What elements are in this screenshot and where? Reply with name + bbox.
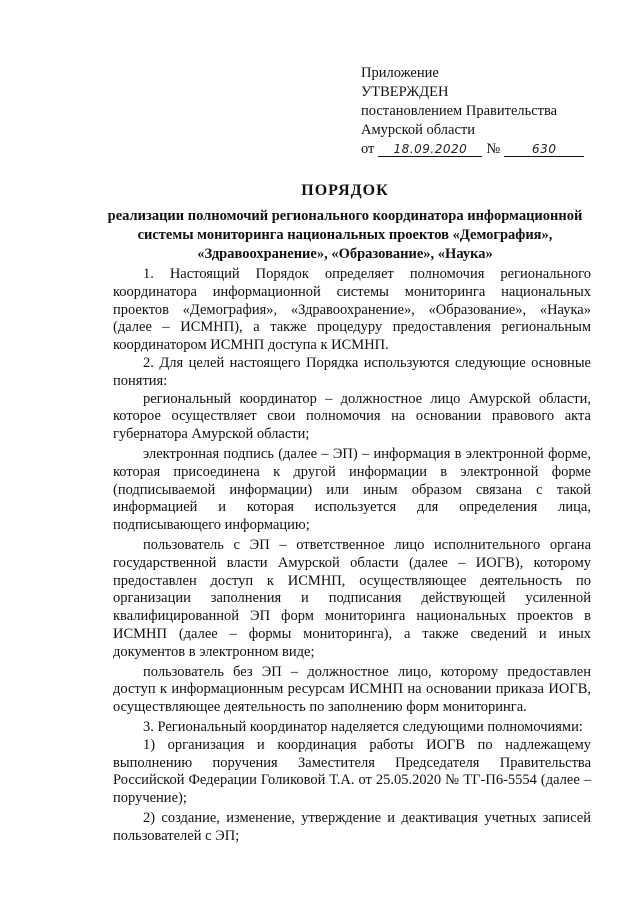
paragraph-6: пользователь без ЭП – должностное лицо, которому предоставлен доступ к информационным ресурсам ИСМНП на основании приказа ИОГВ, осуществляющее деятельность по заполнению форм мониторинга. — [113, 663, 591, 716]
document-body — [113, 266, 591, 846]
handwritten-number: 630 — [504, 142, 584, 157]
paragraph-2: 2. Для целей настоящего Порядка используются следующие основные понятия: — [113, 354, 591, 389]
date-number-line — [361, 140, 584, 159]
region-label: Амурской области — [361, 122, 475, 138]
appendix-label: Приложение — [361, 65, 439, 81]
paragraph-8: 1) организация и координация работы ИОГВ по надлежащему выполнению поручения Заместителя Председателя Правительства Российской Федерации Голиковой Т.А. от 25.05.2020 № ТГ-П6-5554 (далее – поручение); — [113, 736, 591, 807]
paragraph-4: электронная подпись (далее – ЭП) – информация в электронной форме, которая присоединена к другой информации в электронной форме (подписываемой информации) или иным образом связана с такой информацией и которая используется для определения лица, подписывающего информацию; — [113, 445, 591, 534]
number-sign: № — [486, 141, 501, 157]
title-main: ПОРЯДОК — [301, 182, 389, 199]
paragraph-5: пользователь с ЭП – ответственное лицо исполнительного органа государственной власти Амурской области (далее – ИОГВ), которому предоставлен доступ к ИСМНП, осуществляющее деятельность по организации заполнения и подписания действующей усиленной квалифицированной ЭП форм мониторинга национальных проектов в ИСМНП (далее – формы мониторинга), а также сведений и иных документов в электронном виде; — [113, 536, 591, 660]
from-label: от — [361, 141, 375, 157]
paragraph-9: 2) создание, изменение, утверждение и деактивация учетных записей пользователей с ЭП; — [113, 809, 591, 844]
approval-block — [361, 64, 584, 159]
resolution-label: постановлением Правительства — [361, 103, 558, 119]
paragraph-7: 3. Региональный координатор наделяется следующими полномочиями: — [143, 718, 583, 735]
title-subtitle: реализации полномочий регионального координатора информационной системы мониторинга национальных проектов «Демография», «Здравоохранение», «Образование», «Наука» — [107, 208, 583, 262]
approved-label: УТВЕРЖДЕН — [361, 84, 449, 100]
handwritten-date: 18.09.2020 — [378, 142, 482, 157]
paragraph-1: 1. Настоящий Порядок определяет полномочия регионального координатора информационной системы мониторинга национальных проектов «Демография», «Здравоохранение», «Образование», «Наука» (далее – ИСМНП), а также процедуру предоставления региональным координатором ИСМНП доступа к ИСМНП. — [113, 266, 591, 354]
paragraph-3: региональный координатор – должностное лицо Амурской области, которое осуществляет свои полномочия на основании правового акта губернатора Амурской области; — [113, 390, 591, 443]
document-title — [100, 182, 590, 264]
